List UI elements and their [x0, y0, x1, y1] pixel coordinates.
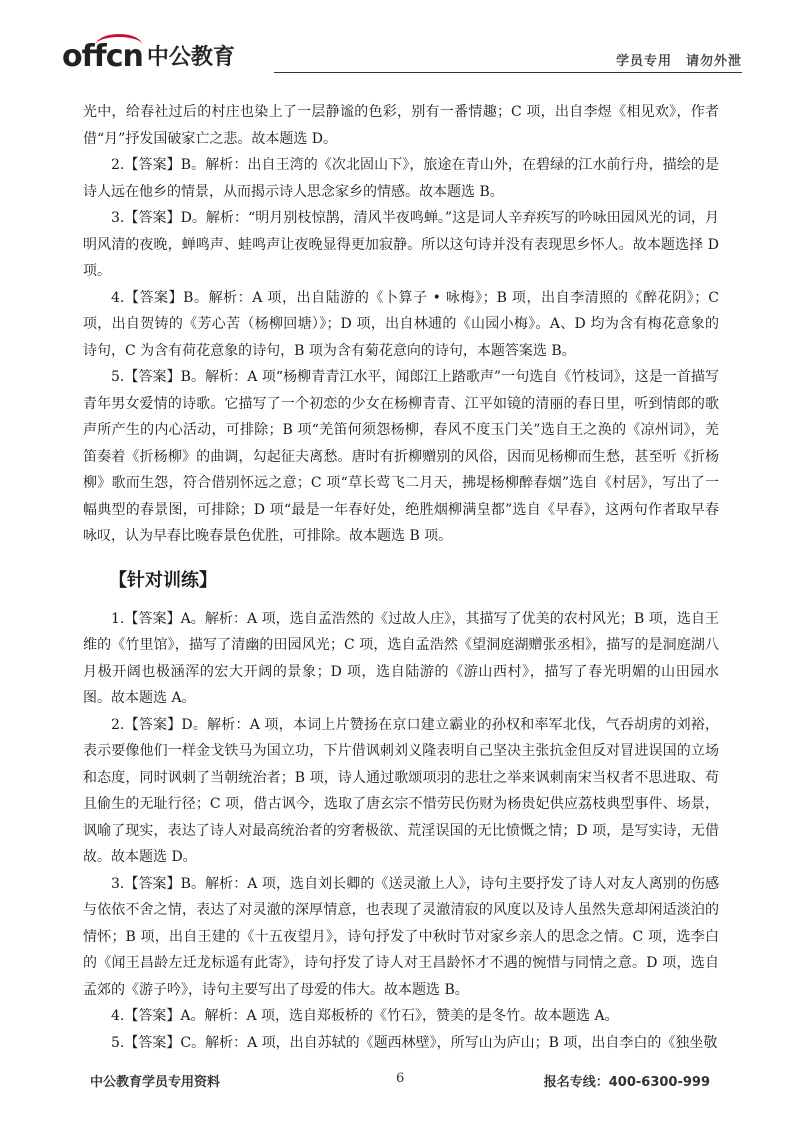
footer-hotline: 报名专线：400-6300-999: [543, 1075, 710, 1090]
header-rule: [274, 72, 742, 73]
paragraph: 光中，给春社过后的村庄也染上了一层静谧的色彩，别有一番情趣；C 项，出自李煜《相见欢》，作者借“月”抒发国破家亡之悲。故本题选 D。: [83, 104, 719, 147]
section-title: 【针对训练】: [109, 569, 217, 591]
paragraph: 5.【答案】C。解析：A 项，出自苏轼的《题西林壁》，所写山为庐山；B 项，出自李白的《独坐敬: [111, 1034, 718, 1051]
header-confidential-note: 学员专用 请勿外泄: [615, 54, 742, 69]
offcn-logo: [62, 40, 235, 74]
paragraph: 1.【答案】A。解析：A 项，选自孟浩然的《过故人庄》，其描写了优美的农村风光；B 项，选自王维的《竹里馆》，描写了清幽的田园风光；C 项，选自孟浩然《望洞庭湖赠张丞相》，描写的是洞庭湖八月极开阔也极涵浑的宏大开阔的景象；D 项，选自陆游的《游山西村》，描写了春光明媚的山田园水图。故本题选 A。: [83, 610, 719, 706]
paragraph: 5.【答案】B。解析：A 项“杨柳青青江水平，闻郎江上踏歌声”一句选自《竹枝词》，这是一首描写青年男女爱情的诗歌。它描写了一个初恋的少女在杨柳青青、江平如镜的清丽的春日里，听到情郎的歌声所产生的内心活动，可排除；B 项“羌笛何须怨杨柳，春风不度玉门关”选自王之涣的《凉州词》，羌笛奏着《折杨柳》的曲调，勾起征夫离愁。唐时有折柳赠别的风俗，因而见杨柳而生愁，甚至听《折杨柳》歌而生怨，符合借别怀远之意；C 项“草长莺飞二月天，拂堤杨柳醉春烟”选自《村居》，写出了一幅典型的春景图，可排除；D 项“最是一年春好处，绝胜烟柳满皇都”选自《早春》，这两句作者取早春咏叹，认为早春比晚春景色优胜，可排除。故本题选 B 项。: [83, 369, 719, 544]
paragraph: 2.【答案】D。解析：A 项，本词上片赞扬在京口建立霸业的孙权和率军北伐，气吞胡虏的刘裕，表示要像他们一样金戈铁马为国立功，下片借讽刺刘义隆表明自己坚决主张抗金但反对冒进误国的立场和态度，同时讽刺了当朝统治者；B 项，诗人通过歌颂项羽的悲壮之举来讽刺南宋当权者不思进取、苟且偷生的无耻行径；C 项，借古讽今，选取了唐玄宗不惜劳民伤财为杨贵妃供应荔枝典型事件、场景，讽喻了现实，表达了诗人对最高统治者的穷奢极欲、荒淫误国的无比愤慨之情；D 项，是写实诗，无借故。故本题选 D。: [83, 716, 719, 865]
paragraph: 3.【答案】D。解析：“明月别枝惊鹊，清风半夜鸣蝉。”这是词人辛弃疾写的吟咏田园风光的词，月明风清的夜晚，蝉鸣声、蛙鸣声让夜晚显得更加寂静。所以这句诗并没有表现思乡怀人。故本题选择 D 项。: [83, 210, 719, 279]
footer-source: 中公教育学员专用资料: [90, 1075, 221, 1090]
page-footer: [90, 1071, 710, 1093]
page-number: 6: [396, 1071, 405, 1086]
paragraph: 2.【答案】B。解析：出自王湾的《次北固山下》，旅途在青山外，在碧绿的江水前行舟，描绘的是诗人远在他乡的情景，从而揭示诗人思念家乡的情感。故本题选 B。: [83, 157, 719, 200]
logo-chinese-text: 中公教育: [146, 45, 235, 70]
page-header: [62, 38, 742, 86]
paragraph: 4.【答案】B。解析：A 项，出自陆游的《卜算子 • 咏梅》；B 项，出自李清照的《醉花阴》；C 项，出自贺铸的《芳心苦（杨柳回塘）》；D 项，出自林逋的《山园小梅》。A、D 均为含有梅花意象的诗句，C 为含有荷花意象的诗句，B 项为含有菊花意向的诗句，本题答案选 B。: [83, 289, 719, 359]
logo-latin-text: offcn: [62, 39, 143, 74]
paragraph: 3.【答案】B。解析：A 项，选自刘长卿的《送灵澈上人》，诗句主要抒发了诗人对友人离别的伤感与依依不舍之情，表达了对灵澈的深厚情意，也表现了灵澈清寂的风度以及诗人虽然失意却闲适淡泊的情怀；B 项，出自王建的《十五夜望月》，诗句抒发了中秋时节对家乡亲人的思念之情。C 项，选李白的《闻王昌龄左迁龙标遥有此寄》，诗句抒发了诗人对王昌龄怀才不遇的惋惜与同情之意。D 项，选自孟郊的《游子吟》，诗句主要写出了母爱的伟大。故本题选 B。: [83, 875, 719, 998]
document-body: [83, 99, 719, 1056]
logo-arc-icon: [96, 34, 142, 55]
paragraph: 4.【答案】A。解析：A 项，选自郑板桥的《竹石》，赞美的是冬竹。故本题选 A。: [111, 1008, 619, 1024]
